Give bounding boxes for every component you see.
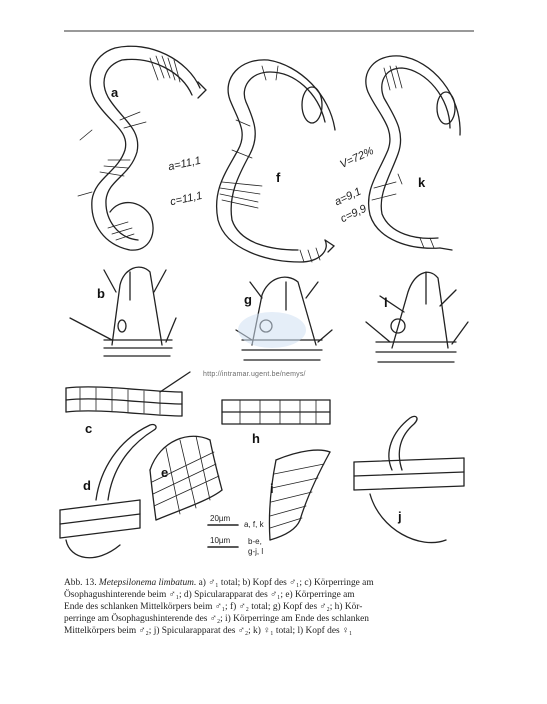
panel-label-c: c xyxy=(85,421,93,436)
panel-label-g: g xyxy=(244,292,252,307)
ratio-f-c: c=11,1 xyxy=(169,189,204,209)
caption-prefix: Abb. 13. xyxy=(64,578,97,588)
figure-caption xyxy=(64,577,474,637)
panel-label-e: e xyxy=(161,465,169,480)
panel-label-d: d xyxy=(83,478,91,493)
caption-line-1-text: a) ♂₁ total; b) Kopf des ♂₁; c) Körperringe am xyxy=(198,578,374,588)
caption-line-5: Mittelkörpers beim ♂₂; j) Spicularapparat des ♂₂; k) ♀₁ total; l) Kopf des ♀₁ xyxy=(64,626,353,636)
caption-line-3: Ende des schlanken Mittelkörpers beim ♂₁; f) ♂₂ total; g) Kopf des ♂₂; h) Kör- xyxy=(64,602,363,612)
ratio-k-a: a=9,1 xyxy=(332,185,364,209)
scale-2-panels-b: g-j, l xyxy=(248,547,264,556)
caption-line-2: Ösophagushinterende beim ♂₁; d) Spicularapparat des ♂₁; e) Körperringe am xyxy=(64,590,355,600)
drawing-d xyxy=(60,425,156,558)
panel-label-k: k xyxy=(418,175,426,190)
caption-species: Metepsilonema limbatum. xyxy=(98,578,197,588)
ratio-k-v: V=72% xyxy=(338,145,376,171)
drawing-h xyxy=(222,400,330,424)
scale-2-value: 10µm xyxy=(210,536,231,545)
panel-label-a: a xyxy=(111,85,119,100)
drawing-k xyxy=(366,56,460,250)
drawing-b xyxy=(70,267,176,356)
panel-label-j: j xyxy=(398,509,402,524)
panel-label-h: h xyxy=(252,431,260,446)
scale-1-value: 20µm xyxy=(210,514,231,523)
caption-line-4: perringe am Ösophagushinterende des ♂₂; i) Körperringe am Ende des schlanken xyxy=(64,614,369,624)
scale-1-panels: a, f, k xyxy=(244,520,264,529)
panel-label-l: l xyxy=(384,295,388,310)
watermark-globe xyxy=(238,312,306,348)
caption-line-1 xyxy=(64,577,474,589)
ratio-f-a: a=11,1 xyxy=(167,154,203,174)
scale-2-panels-a: b-e, xyxy=(248,537,262,546)
drawing-j xyxy=(354,416,464,542)
drawing-f xyxy=(217,60,335,262)
drawing-a xyxy=(78,46,206,250)
panel-label-i: i xyxy=(270,481,274,496)
ratio-k-c: c=9,9 xyxy=(338,202,369,226)
drawing-i xyxy=(269,450,330,540)
panel-label-b: b xyxy=(97,286,105,301)
drawing-c xyxy=(66,372,190,416)
watermark-url: http://intramar.ugent.be/nemys/ xyxy=(203,371,306,378)
panel-label-f: f xyxy=(276,170,281,185)
drawing-l xyxy=(366,272,468,362)
